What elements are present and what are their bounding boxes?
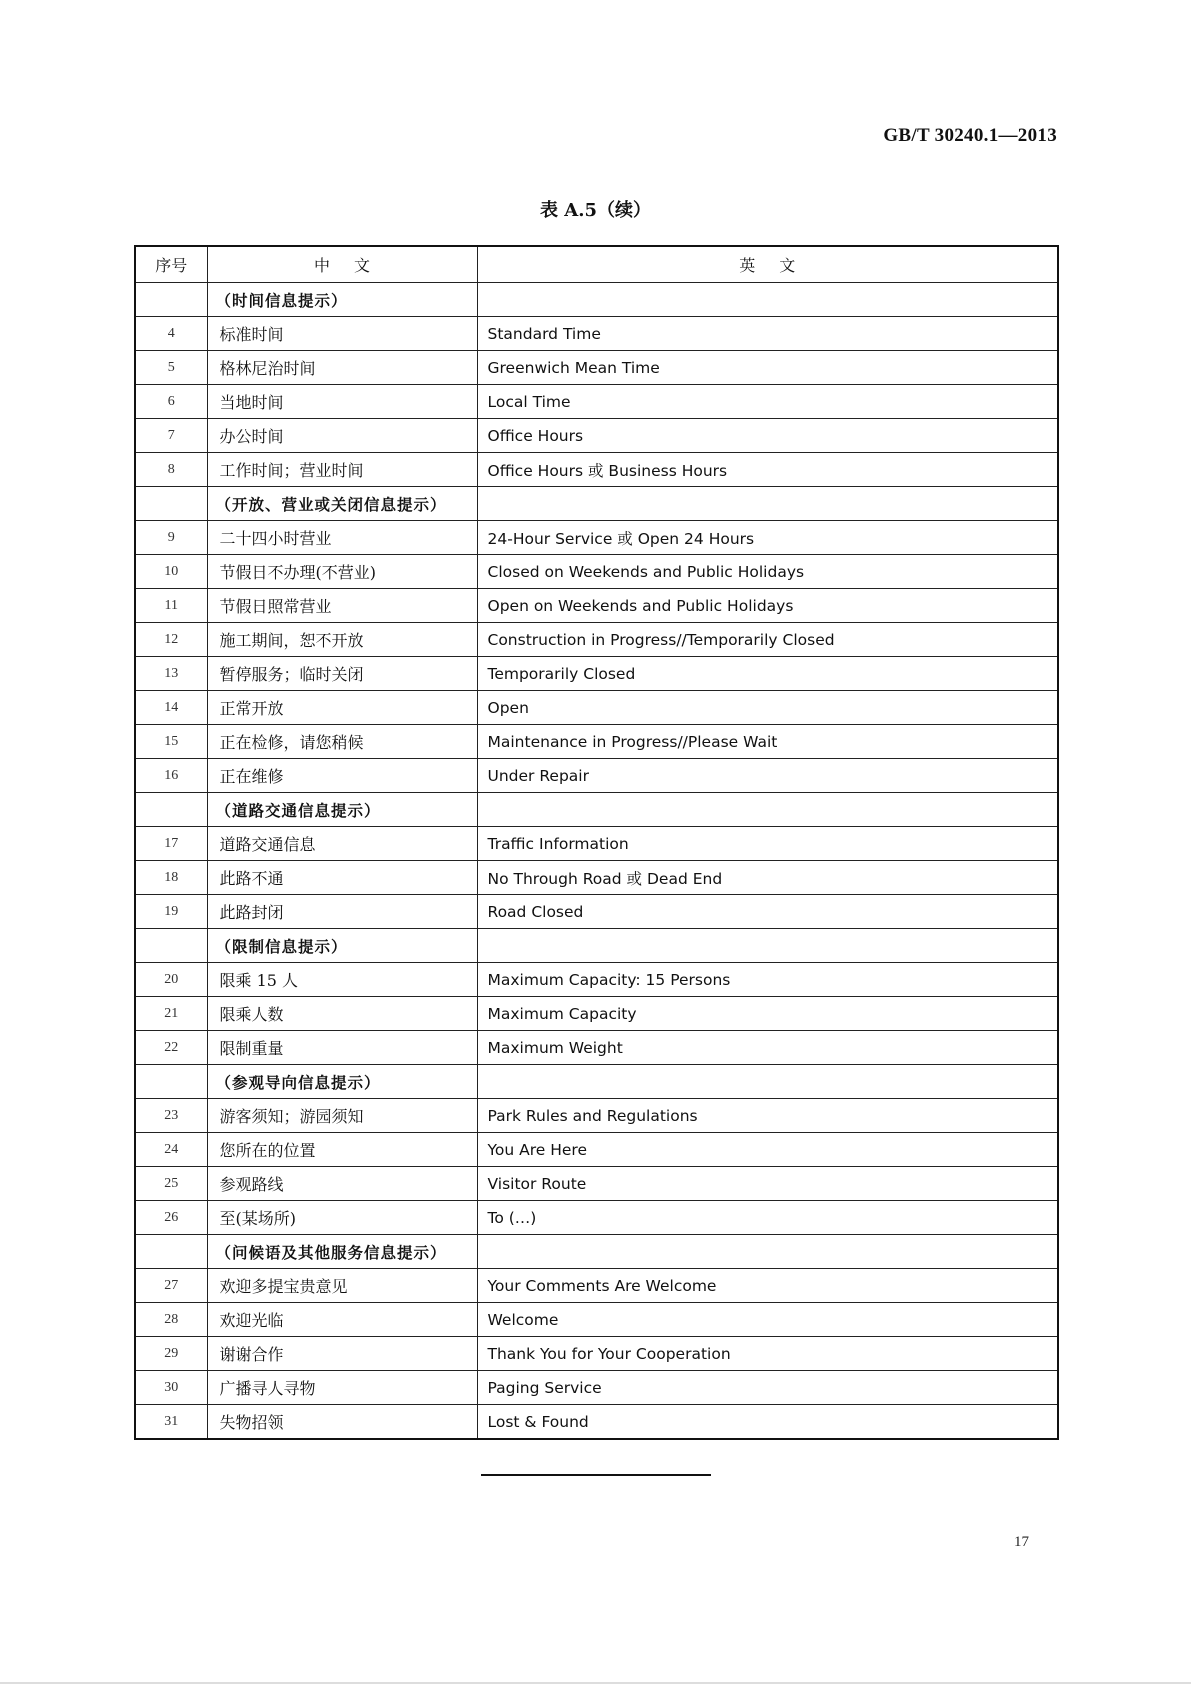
row-number: 21	[135, 997, 207, 1031]
section-index-cell	[135, 929, 207, 963]
english-term: No Through Road 或 Dead End	[477, 861, 1058, 895]
english-term: You Are Here	[477, 1133, 1058, 1167]
chinese-term: 谢谢合作	[207, 1337, 477, 1371]
table-row	[135, 351, 1058, 385]
table-row	[135, 385, 1058, 419]
row-number: 20	[135, 963, 207, 997]
row-number: 8	[135, 453, 207, 487]
english-term: Maximum Capacity	[477, 997, 1058, 1031]
english-term: Maximum Capacity: 15 Persons	[477, 963, 1058, 997]
chinese-term: 节假日照常营业	[207, 589, 477, 623]
header-english	[477, 246, 1058, 283]
english-term: Temporarily Closed	[477, 657, 1058, 691]
english-term: Standard Time	[477, 317, 1058, 351]
chinese-term: 欢迎光临	[207, 1303, 477, 1337]
english-term: Welcome	[477, 1303, 1058, 1337]
table-row	[135, 1133, 1058, 1167]
section-english-cell	[477, 929, 1058, 963]
end-rule	[481, 1474, 711, 1476]
chinese-term: 欢迎多提宝贵意见	[207, 1269, 477, 1303]
table-row	[135, 1371, 1058, 1405]
section-row	[135, 929, 1058, 963]
row-number: 10	[135, 555, 207, 589]
chinese-term: 施工期间，恕不开放	[207, 623, 477, 657]
chinese-term: 至(某场所)	[207, 1201, 477, 1235]
table-title: 表 A.5（续）	[539, 200, 652, 221]
english-term: Lost & Found	[477, 1405, 1058, 1440]
standard-code: GB/T 30240.1—2013	[883, 125, 1057, 146]
table-row	[135, 1031, 1058, 1065]
section-english-cell	[477, 793, 1058, 827]
header-chinese-label: 中文	[313, 256, 394, 275]
row-number: 31	[135, 1405, 207, 1440]
chinese-term: 游客须知；游园须知	[207, 1099, 477, 1133]
section-english-cell	[477, 487, 1058, 521]
section-index-cell	[135, 793, 207, 827]
chinese-term: 正在维修	[207, 759, 477, 793]
row-number: 11	[135, 589, 207, 623]
chinese-term: 您所在的位置	[207, 1133, 477, 1167]
chinese-term: 道路交通信息	[207, 827, 477, 861]
row-number: 18	[135, 861, 207, 895]
english-term: Open	[477, 691, 1058, 725]
row-number: 29	[135, 1337, 207, 1371]
chinese-term: 标准时间	[207, 317, 477, 351]
table-row	[135, 623, 1058, 657]
section-english-cell	[477, 283, 1058, 317]
section-english-cell	[477, 1235, 1058, 1269]
english-term: Office Hours 或 Business Hours	[477, 453, 1058, 487]
english-term: Park Rules and Regulations	[477, 1099, 1058, 1133]
page-number: 17	[1014, 1534, 1029, 1550]
english-term: Traffic Information	[477, 827, 1058, 861]
section-row	[135, 793, 1058, 827]
row-number: 14	[135, 691, 207, 725]
english-term: Open on Weekends and Public Holidays	[477, 589, 1058, 623]
chinese-term: 暂停服务；临时关闭	[207, 657, 477, 691]
chinese-term: 此路不通	[207, 861, 477, 895]
table-row	[135, 895, 1058, 929]
chinese-term: 此路封闭	[207, 895, 477, 929]
table-row	[135, 1167, 1058, 1201]
table-row	[135, 691, 1058, 725]
chinese-term: 正常开放	[207, 691, 477, 725]
english-term: Paging Service	[477, 1371, 1058, 1405]
table-row	[135, 827, 1058, 861]
section-title: （问候语及其他服务信息提示）	[207, 1235, 477, 1269]
section-row	[135, 1065, 1058, 1099]
english-term: Construction in Progress//Temporarily Closed	[477, 623, 1058, 657]
chinese-term: 二十四小时营业	[207, 521, 477, 555]
table-row	[135, 1099, 1058, 1133]
table-row	[135, 725, 1058, 759]
row-number: 15	[135, 725, 207, 759]
section-index-cell	[135, 1235, 207, 1269]
english-term: 24-Hour Service 或 Open 24 Hours	[477, 521, 1058, 555]
english-term: Local Time	[477, 385, 1058, 419]
table-row	[135, 1405, 1058, 1440]
chinese-term: 广播寻人寻物	[207, 1371, 477, 1405]
header-english-label: 英文	[739, 256, 820, 275]
table-row	[135, 555, 1058, 589]
table-row	[135, 861, 1058, 895]
chinese-term: 参观路线	[207, 1167, 477, 1201]
table-row	[135, 419, 1058, 453]
translation-table	[134, 245, 1059, 1440]
table-row	[135, 521, 1058, 555]
table-row	[135, 1303, 1058, 1337]
english-term: Road Closed	[477, 895, 1058, 929]
english-term: Under Repair	[477, 759, 1058, 793]
row-number: 13	[135, 657, 207, 691]
chinese-term: 正在检修，请您稍候	[207, 725, 477, 759]
section-title: （开放、营业或关闭信息提示）	[207, 487, 477, 521]
table-row	[135, 759, 1058, 793]
section-english-cell	[477, 1065, 1058, 1099]
row-number: 25	[135, 1167, 207, 1201]
row-number: 24	[135, 1133, 207, 1167]
section-title: （限制信息提示）	[207, 929, 477, 963]
row-number: 6	[135, 385, 207, 419]
english-term: Thank You for Your Cooperation	[477, 1337, 1058, 1371]
row-number: 19	[135, 895, 207, 929]
table-row	[135, 1269, 1058, 1303]
table-row	[135, 453, 1058, 487]
row-number: 28	[135, 1303, 207, 1337]
table-row	[135, 317, 1058, 351]
chinese-term: 当地时间	[207, 385, 477, 419]
chinese-term: 格林尼治时间	[207, 351, 477, 385]
english-term: Visitor Route	[477, 1167, 1058, 1201]
header-index: 序号	[135, 246, 207, 283]
chinese-term: 限乘 15 人	[207, 963, 477, 997]
table-row	[135, 997, 1058, 1031]
chinese-term: 工作时间；营业时间	[207, 453, 477, 487]
table-row	[135, 1201, 1058, 1235]
row-number: 16	[135, 759, 207, 793]
english-term: Greenwich Mean Time	[477, 351, 1058, 385]
row-number: 30	[135, 1371, 207, 1405]
table-row	[135, 963, 1058, 997]
english-term: To (…)	[477, 1201, 1058, 1235]
english-term: Office Hours	[477, 419, 1058, 453]
chinese-term: 节假日不办理(不营业)	[207, 555, 477, 589]
section-index-cell	[135, 283, 207, 317]
section-row	[135, 1235, 1058, 1269]
table-header-row	[135, 246, 1058, 283]
row-number: 17	[135, 827, 207, 861]
english-term: Maximum Weight	[477, 1031, 1058, 1065]
row-number: 22	[135, 1031, 207, 1065]
row-number: 26	[135, 1201, 207, 1235]
table-row	[135, 657, 1058, 691]
section-row	[135, 283, 1058, 317]
section-row	[135, 487, 1058, 521]
row-number: 27	[135, 1269, 207, 1303]
header-chinese	[207, 246, 477, 283]
row-number: 7	[135, 419, 207, 453]
english-term: Maintenance in Progress//Please Wait	[477, 725, 1058, 759]
chinese-term: 办公时间	[207, 419, 477, 453]
section-title: （参观导向信息提示）	[207, 1065, 477, 1099]
table-row	[135, 589, 1058, 623]
english-term: Closed on Weekends and Public Holidays	[477, 555, 1058, 589]
row-number: 4	[135, 317, 207, 351]
section-index-cell	[135, 1065, 207, 1099]
row-number: 5	[135, 351, 207, 385]
row-number: 23	[135, 1099, 207, 1133]
table-row	[135, 1337, 1058, 1371]
english-term: Your Comments Are Welcome	[477, 1269, 1058, 1303]
section-index-cell	[135, 487, 207, 521]
chinese-term: 限乘人数	[207, 997, 477, 1031]
row-number: 12	[135, 623, 207, 657]
section-title: （时间信息提示）	[207, 283, 477, 317]
row-number: 9	[135, 521, 207, 555]
table-body	[135, 283, 1058, 1440]
section-title: （道路交通信息提示）	[207, 793, 477, 827]
chinese-term: 限制重量	[207, 1031, 477, 1065]
chinese-term: 失物招领	[207, 1405, 477, 1440]
